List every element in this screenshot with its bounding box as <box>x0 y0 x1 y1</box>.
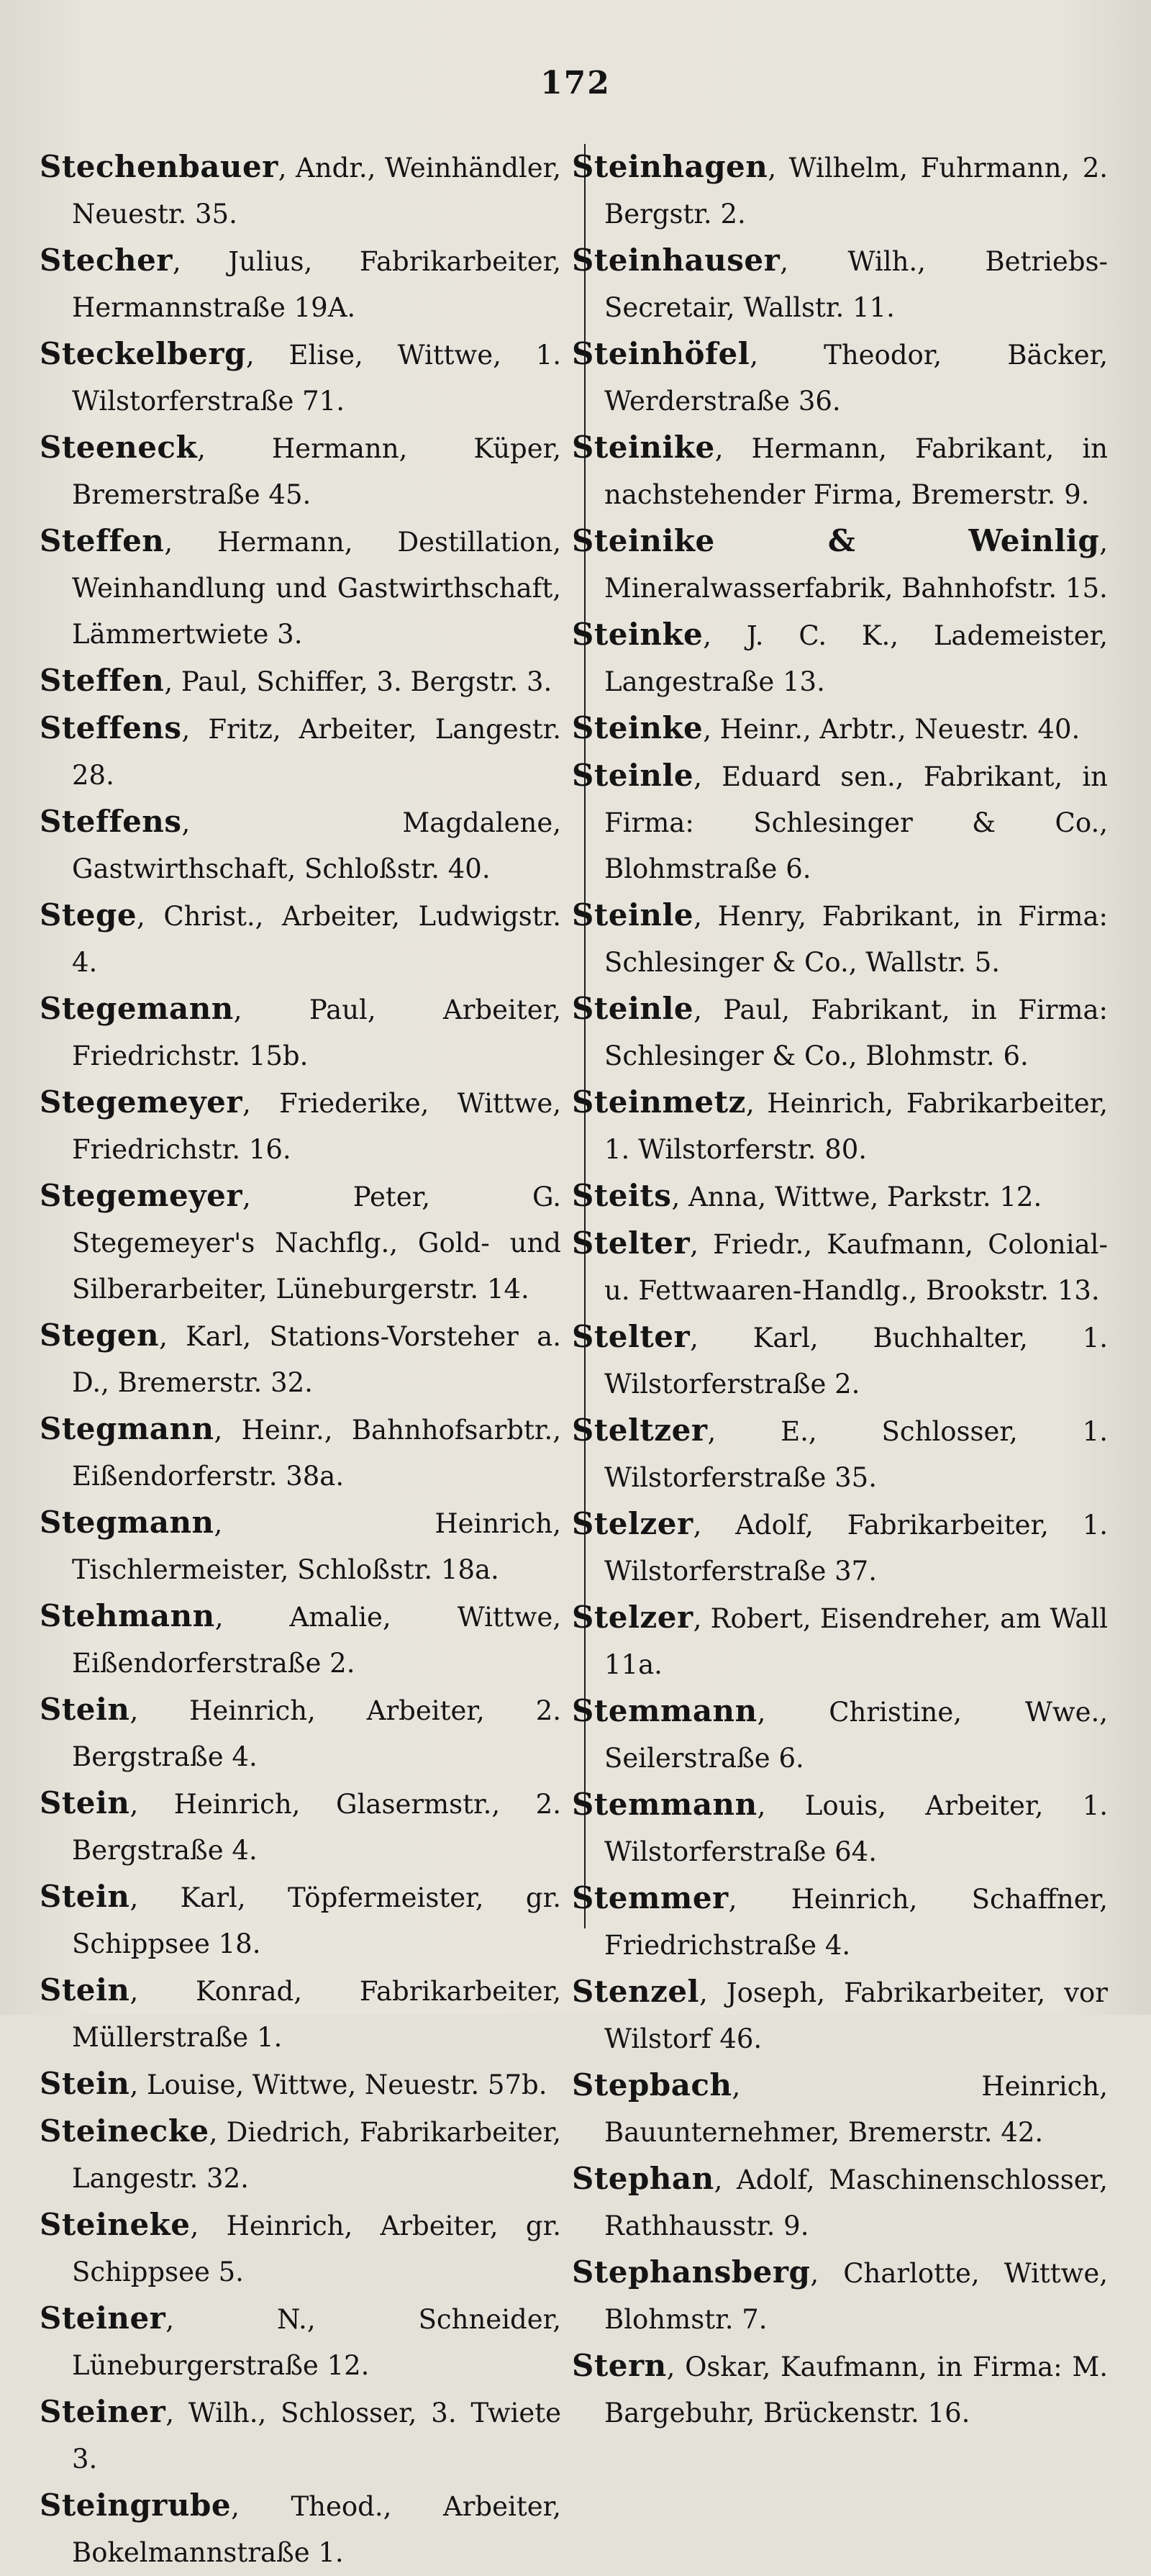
entry-details: , Elise, Wittwe, 1. Wilstorferstraße 71. <box>72 340 561 417</box>
entry-details: , Heinrich, Schaffner, Friedrichstraße 4. <box>604 1884 1108 1961</box>
directory-entry <box>40 705 561 799</box>
directory-entry <box>572 425 1108 518</box>
entry-details: , Hermann, Küper, Bremerstraße 45. <box>72 433 561 510</box>
entry-details: , Karl, Buchhalter, 1. Wilstorferstraße 2. <box>604 1323 1108 1400</box>
entry-surname: Stenzel <box>572 1974 700 2009</box>
directory-entry <box>572 1220 1108 1314</box>
entry-surname: Stelzer <box>572 1600 693 1635</box>
entry-details: , Heinr., Arbtr., Neuestr. 40. <box>703 714 1081 745</box>
directory-entry <box>40 237 561 331</box>
entry-surname: Stegemeyer <box>40 1178 242 1213</box>
entry-surname: Steinke <box>572 617 704 652</box>
entry-details: , Christ., Arbeiter, Ludwigstr. 4. <box>72 901 561 978</box>
directory-entry <box>572 986 1108 1079</box>
entry-surname: Stemmer <box>572 1880 729 1915</box>
entry-details: , Paul, Arbeiter, Friedrichstr. 15b. <box>72 994 561 1071</box>
entry-details: , Andr., Weinhändler, Neuestr. 35. <box>72 153 561 230</box>
entry-details: , Wilh., Schlosser, 3. Twiete 3. <box>72 2398 561 2475</box>
entry-details: , Christine, Wwe., Seilerstraße 6. <box>604 1697 1108 1774</box>
entry-surname: Stelter <box>572 1319 691 1354</box>
directory-entry <box>572 1875 1108 1969</box>
entry-surname: Steinecke <box>40 2113 209 2149</box>
entry-details: , Julius, Fabrikarbeiter, Hermannstraße 19A. <box>72 246 561 323</box>
entry-surname: Stein <box>40 2066 130 2101</box>
entry-details: , Hermann, Fabrikant, in nachstehender Firma, Bremerstr. 9. <box>604 433 1108 510</box>
entry-surname: Stephansberg <box>572 2254 811 2290</box>
directory-entry <box>572 892 1108 986</box>
directory-entry <box>40 518 561 658</box>
entry-details: , Magdalene, Gastwirthschaft, Schloßstr. 40. <box>72 807 561 884</box>
entry-details: , Henry, Fabrikant, in Firma: Schlesinger & Co., Wallstr. 5. <box>604 901 1108 978</box>
entry-details: , Heinrich, Glasermstr., 2. Bergstraße 4. <box>72 1789 561 1866</box>
directory-entry <box>572 705 1108 753</box>
entry-surname: Stephan <box>572 2161 714 2196</box>
directory-entry <box>572 2062 1108 2156</box>
directory-entry <box>572 1969 1108 2062</box>
entry-details: , Paul, Schiffer, 3. Bergstr. 3. <box>164 666 552 697</box>
directory-entry <box>40 1780 561 1874</box>
entry-details: , Heinrich, Arbeiter, gr. Schippsee 5. <box>72 2210 561 2287</box>
entry-details: , Joseph, Fabrikarbeiter, vor Wilstorf 46. <box>604 1977 1108 2054</box>
entry-details: , Adolf, Fabrikarbeiter, 1. Wilstorferstraße 37. <box>604 1510 1108 1587</box>
entry-details: , Adolf, Maschinenschlosser, Rathhausstr. 9. <box>604 2164 1108 2241</box>
directory-entry <box>40 986 561 1079</box>
entry-details: , Oskar, Kaufmann, in Firma: M. Bargebuhr, Brückenstr. 16. <box>604 2351 1108 2428</box>
entry-details: , Hermann, Destillation, Weinhandlung und Gastwirthschaft, Lämmertwiete 3. <box>72 527 561 650</box>
entry-details: , Heinrich, Tischlermeister, Schloßstr. 18a. <box>72 1508 561 1585</box>
entry-details: , Heinrich, Fabrikarbeiter, 1. Wilstorferstr. 80. <box>604 1088 1108 1165</box>
entry-surname: Stelter <box>572 1225 691 1261</box>
entry-surname: Steinle <box>572 758 694 793</box>
directory-entry <box>572 612 1108 705</box>
directory-entry <box>40 1874 561 1967</box>
directory-entry <box>40 331 561 425</box>
entry-surname: Steinhagen <box>572 149 768 184</box>
directory-entry <box>40 1312 561 1406</box>
directory-entry <box>572 1782 1108 1875</box>
entry-details: , Friedr., Kaufmann, Colonial- u. Fettwaaren-Handlg., Brookstr. 13. <box>604 1229 1108 1306</box>
directory-entry <box>40 1079 561 1173</box>
entry-details: , Mineralwasserfabrik, Bahnhofstr. 15. <box>604 527 1108 604</box>
entry-surname: Steffen <box>40 663 165 698</box>
entry-surname: Steinke <box>572 710 704 745</box>
entry-details: , Heinrich, Bauunternehmer, Bremerstr. 42. <box>604 2071 1108 2148</box>
entry-details: , Robert, Eisendreher, am Wall 11a. <box>604 1603 1108 1680</box>
directory-entry <box>572 2249 1108 2343</box>
entry-surname: Stern <box>572 2348 667 2383</box>
entry-details: , Theod., Arbeiter, Bokelmannstraße 1. <box>72 2491 561 2568</box>
directory-entry <box>572 1314 1108 1407</box>
entry-surname: Stecher <box>40 242 173 278</box>
entry-details: , Eduard sen., Fabrikant, in Firma: Schlesinger & Co., Blohmstraße 6. <box>604 761 1108 884</box>
entry-surname: Stegemann <box>40 991 234 1026</box>
entry-details: , Paul, Fabrikant, in Firma: Schlesinger & Co., Blohmstr. 6. <box>604 994 1108 1071</box>
directory-entry <box>40 144 561 237</box>
entry-details: , Diedrich, Fabrikarbeiter, Langestr. 32. <box>72 2117 561 2194</box>
directory-entry <box>40 1406 561 1500</box>
entry-details: , Amalie, Wittwe, Eißendorferstraße 2. <box>72 1602 561 1679</box>
directory-entry <box>572 518 1108 612</box>
entry-surname: Steinhöfel <box>572 336 750 371</box>
entry-surname: Stepbach <box>572 2067 732 2103</box>
directory-entry <box>40 1500 561 1593</box>
entry-details: , Peter, G. Stegemeyer's Nachflg., Gold- und Silberarbeiter, Lüneburgerstr. 14. <box>72 1182 561 1305</box>
directory-entry <box>572 1407 1108 1501</box>
entry-surname: Stegen <box>40 1318 160 1353</box>
entry-details: , Louis, Arbeiter, 1. Wilstorferstraße 64. <box>604 1790 1108 1867</box>
directory-entry <box>572 1688 1108 1782</box>
entry-surname: Stein <box>40 1692 130 1727</box>
directory-entry <box>572 2343 1108 2436</box>
directory-entry <box>572 331 1108 425</box>
entry-surname: Stechenbauer <box>40 149 278 184</box>
entry-surname: Stegemeyer <box>40 1084 242 1120</box>
directory-entry <box>40 1173 561 1312</box>
directory-entry <box>40 2389 561 2482</box>
entry-surname: Steinike & Weinlig <box>572 523 1100 558</box>
entry-surname: Steinmetz <box>572 1084 746 1120</box>
directory-entry <box>40 1967 561 2061</box>
directory-entry <box>40 1687 561 1780</box>
entry-surname: Stelzer <box>572 1506 693 1541</box>
entry-surname: Stein <box>40 1972 130 2008</box>
entry-details: , Friederike, Wittwe, Friedrichstr. 16. <box>72 1088 561 1165</box>
entry-details: , Theodor, Bäcker, Werderstraße 36. <box>604 340 1108 417</box>
directory-entry <box>572 1595 1108 1688</box>
entry-details: , J. C. K., Lademeister, Langestraße 13. <box>604 620 1108 697</box>
entry-details: , Karl, Töpfermeister, gr. Schippsee 18. <box>72 1882 561 1959</box>
entry-surname: Steeneck <box>40 430 198 465</box>
entry-surname: Steffens <box>40 804 182 839</box>
entry-surname: Steffen <box>40 523 165 558</box>
entry-details: , Wilhelm, Fuhrmann, 2. Bergstr. 2. <box>604 153 1108 230</box>
entry-surname: Steinle <box>572 897 694 933</box>
entry-surname: Steiner <box>40 2300 166 2336</box>
entry-surname: Steineke <box>40 2207 191 2242</box>
entry-surname: Steckelberg <box>40 336 246 371</box>
entry-surname: Stehmann <box>40 1598 215 1633</box>
directory-entry <box>40 892 561 986</box>
entry-surname: Steiner <box>40 2394 166 2429</box>
left-column <box>40 144 561 2576</box>
directory-entry <box>572 237 1108 331</box>
right-column <box>572 144 1108 2436</box>
directory-entry <box>40 799 561 892</box>
entry-details: , Louise, Wittwe, Neuestr. 57b. <box>129 2069 547 2100</box>
entry-surname: Steingrube <box>40 2487 232 2523</box>
page-number: 172 <box>540 65 611 101</box>
directory-entry <box>40 425 561 518</box>
directory-entry <box>40 2482 561 2576</box>
entry-surname: Steits <box>572 1178 672 1213</box>
entry-surname: Stein <box>40 1785 130 1820</box>
entry-surname: Steinike <box>572 430 715 465</box>
directory-entry <box>572 1501 1108 1595</box>
directory-entry <box>40 658 561 705</box>
directory-entry <box>572 1079 1108 1173</box>
entry-details: , Wilh., Betriebs-Secretair, Wallstr. 11. <box>604 246 1108 323</box>
entry-surname: Steinle <box>572 991 694 1026</box>
entry-surname: Steinhauser <box>572 242 781 278</box>
entry-details: , Heinrich, Arbeiter, 2. Bergstraße 4. <box>72 1695 561 1772</box>
directory-entry <box>40 2295 561 2389</box>
entry-surname: Steltzer <box>572 1412 708 1448</box>
entry-details: , Charlotte, Wittwe, Blohmstr. 7. <box>604 2258 1108 2335</box>
entry-surname: Stege <box>40 897 137 933</box>
entry-surname: Stemmann <box>572 1693 758 1728</box>
directory-entry <box>572 144 1108 237</box>
entry-surname: Stein <box>40 1879 130 1914</box>
entry-details: , Fritz, Arbeiter, Langestr. 28. <box>72 714 561 791</box>
directory-entry <box>572 2156 1108 2249</box>
entry-surname: Stegmann <box>40 1505 214 1540</box>
directory-entry <box>40 1593 561 1687</box>
entry-details: , Anna, Wittwe, Parkstr. 12. <box>671 1182 1042 1212</box>
directory-entry <box>40 2202 561 2295</box>
directory-entry <box>40 2108 561 2202</box>
entry-surname: Stemmann <box>572 1787 758 1822</box>
entry-details: , E., Schlosser, 1. Wilstorferstraße 35. <box>604 1416 1108 1493</box>
entry-details: , Heinr., Bahnhofsarbtr., Eißendorferstr. 38a. <box>72 1415 561 1492</box>
entry-surname: Stegmann <box>40 1411 214 1446</box>
entry-details: , N., Schneider, Lüneburgerstraße 12. <box>72 2304 561 2381</box>
directory-entry <box>40 2061 561 2108</box>
entry-details: , Konrad, Fabrikarbeiter, Müllerstraße 1. <box>72 1976 561 2053</box>
directory-entry <box>572 1173 1108 1220</box>
entry-surname: Steffens <box>40 710 182 745</box>
directory-entry <box>572 753 1108 892</box>
entry-details: , Karl, Stations-Vorsteher a. D., Bremerstr. 32. <box>72 1321 561 1398</box>
